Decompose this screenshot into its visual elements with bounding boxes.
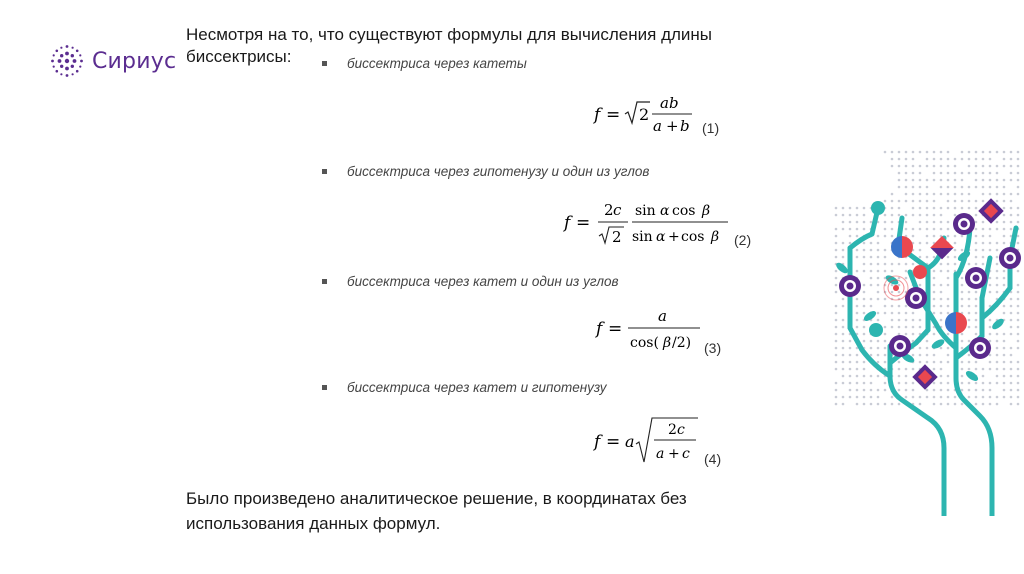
svg-text:β: β — [702, 203, 711, 219]
intro-text: Несмотря на то, что существуют формулы для вычисления длины биссектрисы: — [186, 25, 713, 66]
formula-1 — [592, 92, 702, 140]
svg-text:=: = — [576, 213, 591, 233]
svg-text:a: a — [625, 432, 635, 451]
brand-name: Сириус — [92, 48, 177, 74]
bullet-4 — [322, 380, 607, 395]
svg-text:c: c — [677, 422, 685, 438]
bullet-4-label: биссектриса через катет и гипотенузу — [347, 380, 607, 395]
svg-text:a: a — [653, 117, 662, 135]
svg-text:+: + — [668, 446, 680, 462]
svg-text:cos: cos — [681, 229, 705, 245]
formula-4 — [592, 414, 704, 468]
svg-text:+: + — [666, 117, 679, 135]
bullet-1 — [322, 56, 527, 71]
svg-text:f: f — [596, 319, 603, 339]
svg-text:β: β — [663, 335, 672, 351]
formula-3-number: (3) — [704, 340, 722, 356]
svg-text:2: 2 — [639, 105, 650, 124]
svg-text:sin: sin — [632, 229, 653, 245]
svg-text:b: b — [680, 117, 690, 135]
svg-text:c: c — [682, 446, 690, 462]
svg-text:f: f — [564, 213, 571, 233]
svg-text:+: + — [668, 229, 680, 245]
svg-text:a: a — [658, 307, 667, 325]
svg-text:2: 2 — [612, 228, 622, 246]
svg-text:f: f — [594, 432, 601, 452]
decorative-tree-illustration — [832, 148, 1024, 516]
formula-3 — [594, 306, 706, 356]
formula-4-number: (4) — [704, 451, 722, 467]
bullet-2 — [322, 164, 649, 179]
svg-text:c: c — [613, 201, 622, 219]
bullet-marker-icon — [322, 279, 327, 284]
svg-text:/2): /2) — [672, 335, 692, 351]
svg-text:=: = — [608, 319, 623, 339]
bullet-1-label: биссектриса через катеты — [347, 56, 527, 71]
formula-1-number: (1) — [702, 120, 720, 136]
bullet-3 — [322, 274, 619, 289]
svg-text:f: f — [594, 105, 601, 125]
svg-text:a: a — [656, 446, 665, 462]
formula-2-number: (2) — [734, 232, 752, 248]
bullet-marker-icon — [322, 385, 327, 390]
sirius-logo-mark-icon — [50, 44, 84, 78]
outro-text: Было произведено аналитическое решение, в координатах без использования данных формул. — [186, 489, 687, 533]
svg-text:cos(: cos( — [630, 335, 659, 351]
svg-text:cos: cos — [672, 203, 696, 219]
svg-text:α: α — [660, 203, 670, 219]
svg-text:sin: sin — [635, 203, 656, 219]
bullet-marker-icon — [322, 169, 327, 174]
svg-text:β: β — [711, 229, 720, 245]
sirius-logo — [50, 44, 176, 78]
bullet-3-label: биссектриса через катет и один из углов — [347, 274, 619, 289]
svg-text:2: 2 — [604, 201, 614, 219]
svg-text:=: = — [606, 105, 621, 125]
bullet-marker-icon — [322, 61, 327, 66]
svg-text:2: 2 — [668, 422, 677, 438]
svg-text:ab: ab — [660, 94, 679, 112]
svg-text:=: = — [606, 432, 621, 452]
bullet-2-label: биссектриса через гипотенузу и один из углов — [347, 164, 650, 179]
svg-text:α: α — [656, 229, 666, 245]
formula-2 — [562, 196, 734, 252]
